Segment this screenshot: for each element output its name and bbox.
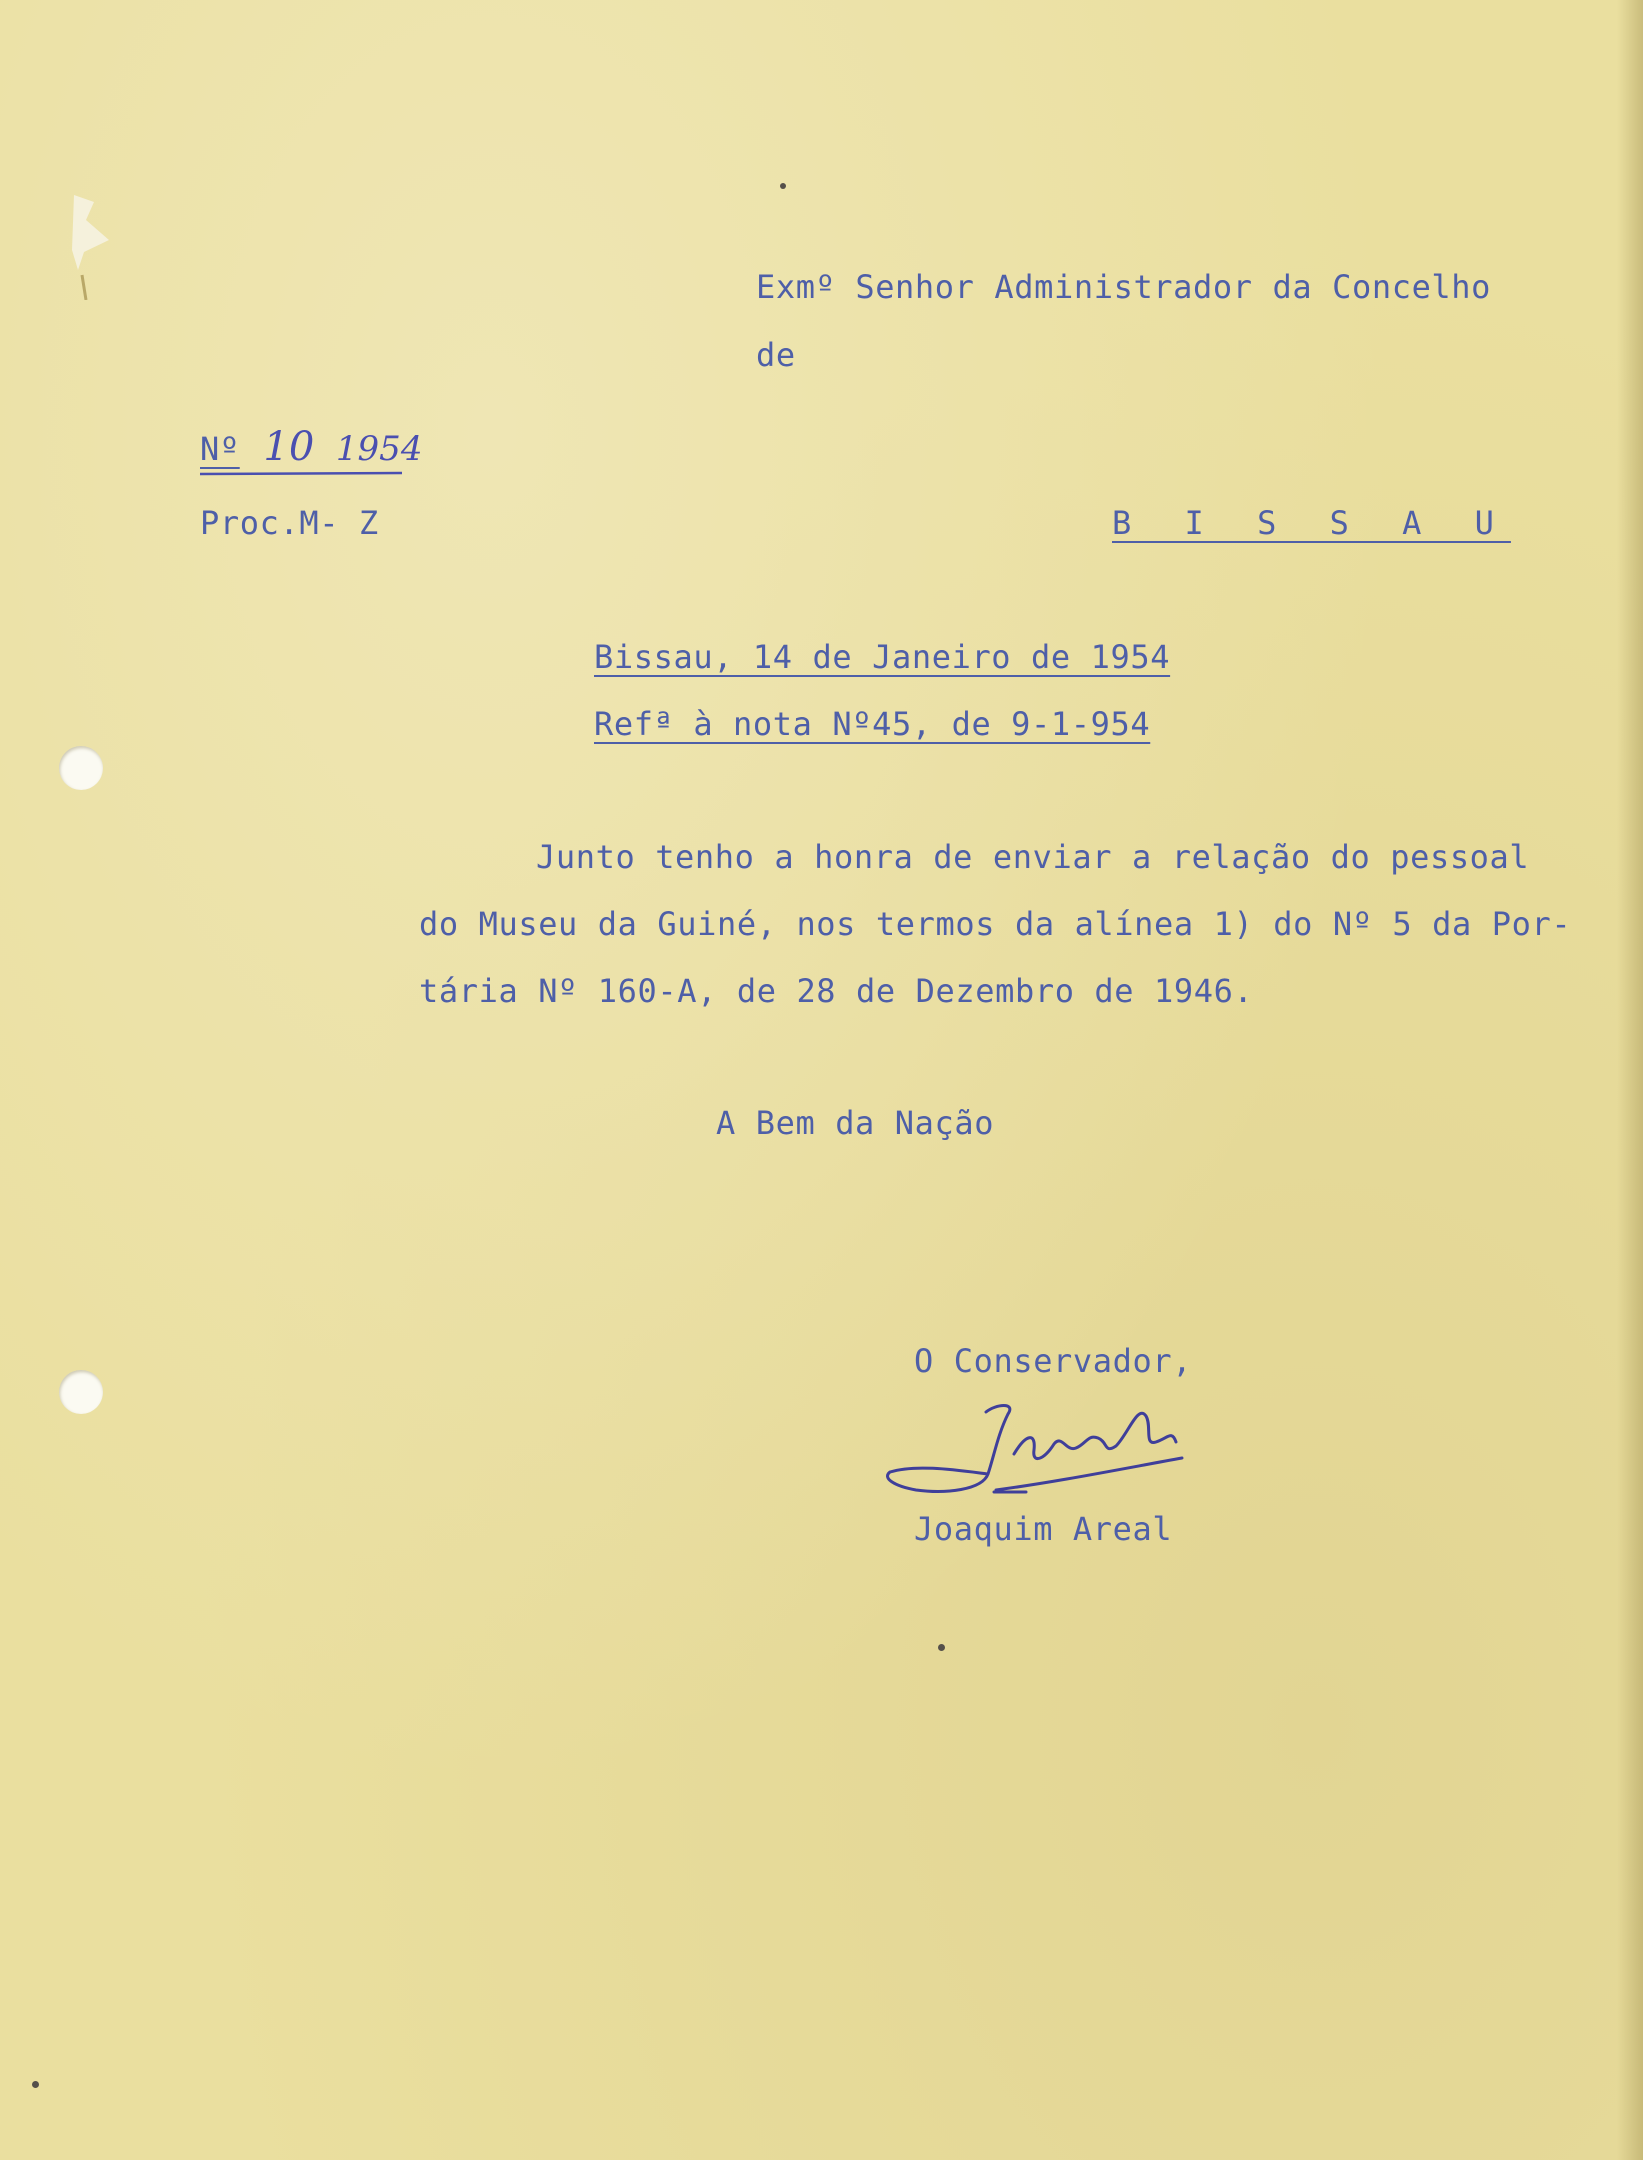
handwritten-signature bbox=[876, 1394, 1196, 1514]
body-line-1: Junto tenho a honra de enviar a relação do pessoal bbox=[536, 838, 1530, 876]
reference-number bbox=[200, 424, 422, 470]
signatory-name: Joaquim Areal bbox=[914, 1510, 1173, 1548]
ink-speck bbox=[938, 1644, 945, 1651]
torn-paper-mark bbox=[64, 190, 124, 300]
closing-salutation: A Bem da Nação bbox=[716, 1104, 995, 1142]
body-line-3: tária Nº 160-A, de 28 de Dezembro de 1946. bbox=[419, 972, 1254, 1010]
recipient-line: Exmº Senhor Administrador da Concelho bbox=[756, 268, 1492, 306]
reference-year-handwritten: 1954 bbox=[335, 429, 423, 469]
punch-hole-upper bbox=[59, 746, 103, 790]
recipient-city: B I S S A U bbox=[1112, 504, 1511, 542]
signatory-title: O Conservador, bbox=[914, 1342, 1193, 1380]
reference-note: Refª à nota Nº45, de 9-1-954 bbox=[594, 705, 1151, 743]
punch-hole-lower bbox=[59, 1370, 103, 1414]
date-line: Bissau, 14 de Janeiro de 1954 bbox=[594, 638, 1171, 676]
ink-speck bbox=[32, 2081, 39, 2088]
reference-underline bbox=[198, 470, 404, 478]
ink-speck bbox=[780, 183, 786, 189]
reference-number-prefix: Nº bbox=[200, 430, 240, 468]
process-code: Proc.M- Z bbox=[200, 504, 379, 542]
reference-number-handwritten: 10 bbox=[263, 424, 315, 470]
body-line-2: do Museu da Guiné, nos termos da alínea 1) do Nº 5 da Por- bbox=[419, 905, 1572, 943]
recipient-line-de: de bbox=[756, 336, 796, 374]
